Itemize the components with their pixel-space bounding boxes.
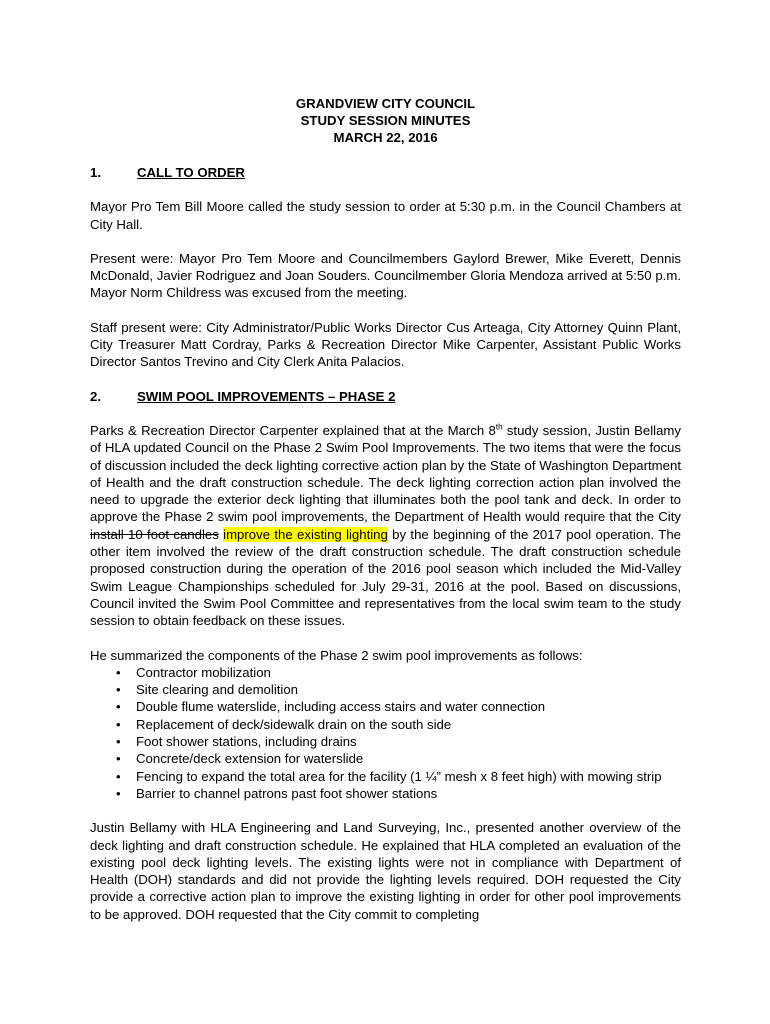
staff-present-paragraph: Staff present were: City Administrator/Public Works Director Cus Arteaga, City Attorney Quinn Plant, City Treasurer Matt Cordray, Parks & Recreation Director Mike Carpenter, Assistant Public Works Director Santos Trevino and City Clerk Anita Palacios. [90, 319, 681, 370]
section-heading-swim-pool [90, 388, 681, 405]
bullet-icon: • [116, 734, 121, 750]
list-item-text: Replacement of deck/sidewalk drain on the south side [136, 716, 452, 732]
header-council-name: GRANDVIEW CITY COUNCIL [295, 96, 476, 111]
list-item-text: Contractor mobilization [136, 664, 271, 680]
components-intro-paragraph: He summarized the components of the Phase 2 swim pool improvements as follows: [90, 647, 583, 663]
swim-pool-explanation-paragraph [90, 422, 681, 630]
list-item-text: Barrier to channel patrons past foot shower stations [136, 785, 438, 801]
bullet-icon: • [116, 785, 121, 801]
bullet-icon: • [116, 716, 121, 732]
section-number: 2. [90, 388, 101, 404]
section-heading-call-to-order [90, 164, 681, 181]
document-body [90, 95, 681, 940]
bullet-icon: • [116, 682, 121, 698]
bullet-icon: • [116, 699, 121, 715]
bullet-icon: • [116, 751, 121, 767]
list-item-text: Double flume waterslide, including access stairs and water connection [136, 699, 546, 715]
list-item [90, 733, 681, 750]
paragraph-text: by the beginning of the 2017 pool operation. The other item involved the review of the draft construction schedule. The draft construction schedule proposed construction during the operation of the 2016 pool season which included the Mid-Valley Swim League Championships scheduled for July 29-31, 2016 at the pool. Based on discussions, Council invited the Swim Pool Committee and representatives from the local swim team to the study session to obtain feedback on these issues. [90, 526, 681, 629]
list-item [90, 750, 681, 767]
list-item-text: Site clearing and demolition [136, 682, 299, 698]
components-list [90, 664, 681, 802]
section-number: 1. [90, 165, 101, 180]
attendance-paragraph: Present were: Mayor Pro Tem Moore and Councilmembers Gaylord Brewer, Mike Everett, Dennis McDonald, Javier Rodriguez and Joan Souders. Councilmember Gloria Mendoza arrived at 5:50 p.m. Mayor Norm Childress was excused from the meeting. [90, 250, 681, 301]
list-item-text: Foot shower stations, including drains [136, 734, 357, 750]
bullet-icon: • [116, 768, 121, 784]
highlighted-text: improve the existing lighting [223, 526, 388, 542]
list-item-text: Concrete/deck extension for waterslide [136, 751, 364, 767]
document-header [90, 95, 681, 146]
list-item [90, 681, 681, 698]
hla-overview-paragraph: Justin Bellamy with HLA Engineering and Land Surveying, Inc., presented another overview of the deck lighting and draft construction schedule. He explained that HLA completed an evaluation of the existing pool deck lighting levels. The existing lights were not in compliance with Department of Health (DOH) standards and did not provide the lighting levels required. DOH requested the City provide a corrective action plan to improve the existing lighting in order for other pool improvements to be approved. DOH requested that the City commit to completing [90, 820, 681, 922]
list-item-text: Fencing to expand the total area for the facility (1 ¼” mesh x 8 feet high) with mowing strip [136, 768, 662, 784]
list-item [90, 716, 681, 733]
section-title: SWIM POOL IMPROVEMENTS – PHASE 2 [137, 388, 396, 404]
ordinal-suffix: th [495, 422, 503, 432]
header-session-title: STUDY SESSION MINUTES [300, 113, 471, 128]
list-item [90, 698, 681, 715]
header-date: MARCH 22, 2016 [333, 130, 438, 145]
call-to-order-paragraph: Mayor Pro Tem Bill Moore called the study session to order at 5:30 p.m. in the Council Chambers at City Hall. [90, 199, 681, 232]
section-title: CALL TO ORDER [137, 165, 245, 180]
paragraph-text: Parks & Recreation Director Carpenter explained that at the March 8 [90, 422, 496, 438]
list-item [90, 785, 681, 802]
list-item [90, 664, 681, 681]
bullet-icon: • [116, 664, 121, 680]
paragraph-text: study session, Justin Bellamy of HLA updated Council on the Phase 2 Swim Pool Improvements. The two items that were the focus of discussion included the deck lighting corrective action plan by the State of Washington Department of Health and the draft construction schedule. The deck lighting correction action plan involved the need to upgrade the exterior deck lighting that illuminates both the pool tank and deck. In order to approve the Phase 2 swim pool improvements, the Department of Health would require that the City [90, 422, 681, 525]
list-item [90, 768, 681, 785]
struck-through-text: install 10 foot candles [90, 526, 219, 542]
